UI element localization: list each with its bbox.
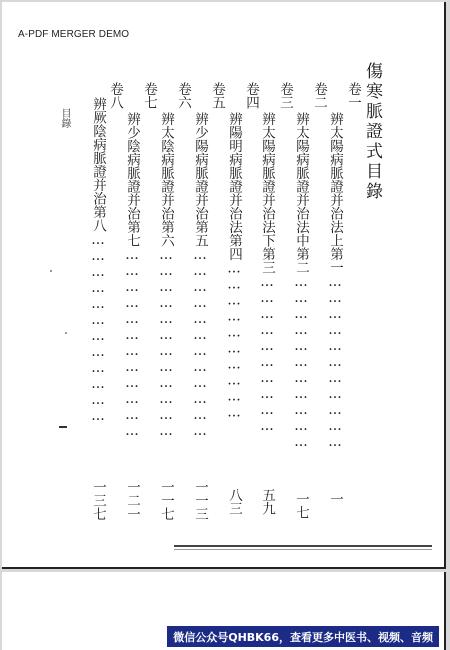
entry-volume-label: 卷一 [345,82,361,109]
bottom-rule-thin [174,549,432,550]
next-page [2,572,446,650]
entry-title[interactable]: 辨太陰病脈證并治第六……………………………… [158,112,174,439]
entry-page-number: 一三七 [90,480,106,521]
entry-page-number: 八三 [226,488,242,515]
entry-volume-label: 卷五 [209,82,225,109]
entry-title[interactable]: 辨太陽病脈證并治法上第一…………………………… [327,112,343,450]
entry-volume-label: 卷三 [277,82,293,109]
entry-volume-label: 卷二 [311,82,327,109]
entry-title[interactable]: 辨太陽病脈證并治法下第三………………………… [259,112,275,434]
entry-page-number: 一一三 [192,480,208,521]
promo-banner[interactable]: 微信公众号QHBK66，查看更多中医书、视频、音频 [167,626,439,647]
entry-page-number: 一七 [293,492,309,519]
entry-page-number: 一一七 [158,480,174,521]
toc-title: 傷寒脈證式目錄 [362,62,382,202]
entry-volume-label: 卷八 [107,82,123,109]
bottom-rule [174,545,432,547]
running-header: 目錄 [59,108,70,128]
entry-volume-label: 卷四 [243,82,259,109]
speck [50,270,52,272]
entry-page-number: 一 [327,492,343,506]
document-page [2,2,446,569]
entry-title[interactable]: 辨太陽病脈證并治法中第二…………………………… [293,112,309,450]
entry-title[interactable]: 辨少陰病脈證并治第七……………………………… [124,112,140,439]
entry-volume-label: 卷七 [141,82,157,109]
entry-title[interactable]: 辨少陽病脈證并治第五……………………………… [192,112,208,439]
entry-page-number: 五九 [259,488,275,515]
entry-title[interactable]: 辨厥陰病脈證并治第八……………………………… [90,97,106,424]
speck [65,332,67,334]
watermark-text: A-PDF MERGER DEMO [18,29,130,40]
entry-volume-label: 卷六 [175,82,191,109]
margin-tick [59,426,67,428]
entry-page-number: 一二一 [124,480,140,521]
entry-title[interactable]: 辨陽明病脈證并治法第四………………………… [226,112,242,421]
